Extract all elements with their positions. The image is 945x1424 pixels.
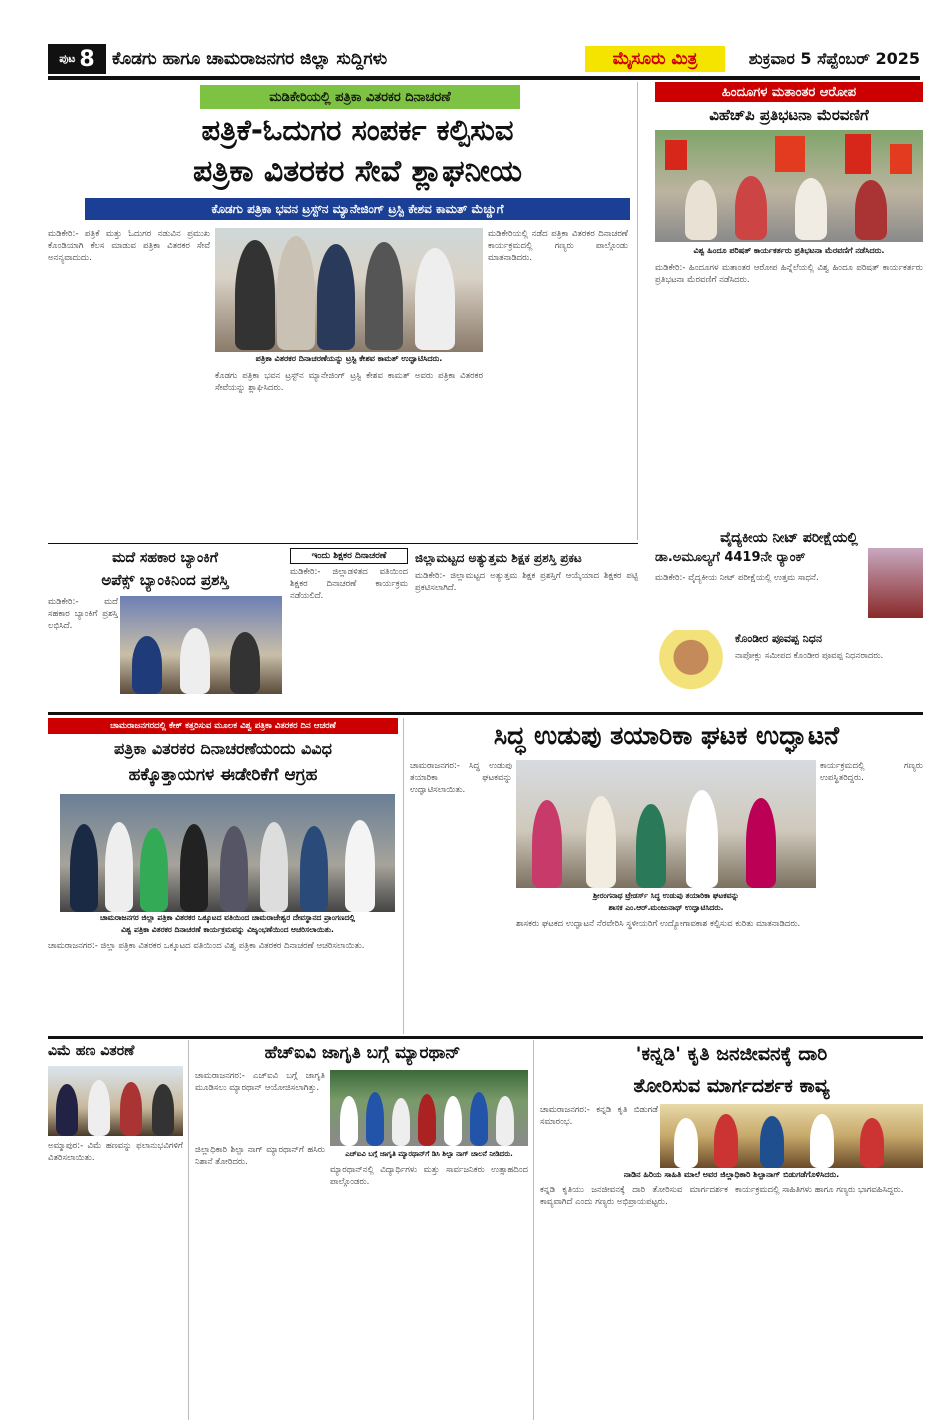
bank-body: ಮಡಿಕೇರಿ:- ಮದೆ ಸಹಕಾರ ಬ್ಯಾಂಕಿಗೆ ಪ್ರಶಸ್ತಿ ಲಭಿಸಿದೆ. xyxy=(48,597,118,632)
column-divider xyxy=(637,82,638,540)
bank-headline-1: ಮದೆ ಸಹಕಾರ ಬ್ಯಾಂಕಿಗೆ xyxy=(112,549,218,566)
newspaper-brand: ಮೈಸೂರು ಮಿತ್ರ xyxy=(585,46,725,72)
lead-column-3: ಮಡಿಕೇರಿಯಲ್ಲಿ ನಡೆದ ಪತ್ರಿಕಾ ವಿತರಕರ ದಿನಾಚರಣೆ ಕಾರ್ಯಕ್ರಮದಲ್ಲಿ ಗಣ್ಯರು ಪಾಲ್ಗೊಂಡು ಮಾತನಾಡಿದರು. xyxy=(488,229,628,264)
garment-column-1: ಚಾಮರಾಜನಗರ:- ಸಿದ್ಧ ಉಡುಪು ತಯಾರಿಕಾ ಘಟಕವನ್ನು ಉದ್ಘಾಟಿಸಲಾಯಿತು. xyxy=(410,761,512,796)
hiv-photo xyxy=(330,1070,528,1146)
insurance-photo xyxy=(48,1066,183,1136)
bank-headline-2: ಅಪೆಕ್ಸ್ ಬ್ಯಾಂಕಿನಿಂದ ಪ್ರಶಸ್ತಿ xyxy=(101,571,229,590)
distributors-photo xyxy=(60,794,395,912)
vhp-body: ಮಡಿಕೇರಿ:- ಹಿಂದೂಗಳ ಮತಾಂತರ ಆರೋಪ ಹಿನ್ನೆಲೆಯಲ್ಲಿ ವಿಶ್ವ ಹಿಂದೂ ಪರಿಷತ್ ಕಾರ್ಯಕರ್ತರು ಪ್ರತಿಭಟನಾ ಮೆರವಣಿಗೆ ನಡೆಸಿದರು. xyxy=(655,263,923,286)
hiv-caption: ಎಚ್‌ಐವಿ ಬಗ್ಗೆ ಜಾಗೃತಿ ಮ್ಯಾರಥಾನ್‌ಗೆ ಡಿಸಿ ಶಿಲ್ಪಾ ನಾಗ್ ಚಾಲನೆ ನೀಡಿದರು. xyxy=(330,1148,528,1160)
neet-headline-2: ಡಾ.ಅಮೂಲ್ಯಗೆ 4419ನೇ ರ‍್ಯಾಂಕ್ xyxy=(655,550,806,566)
distributors-headline-2: ಹಕ್ಕೊತ್ತಾಯಗಳ ಈಡೇರಿಕೆಗೆ ಆಗ್ರಹ xyxy=(128,765,318,786)
obituary-headline: ಕೊಂಡೀರ ಪೂವಪ್ಪ ನಿಧನ xyxy=(735,632,823,646)
best-teacher-headline: ಜಿಲ್ಲಾಮಟ್ಟದ ಅತ್ಯುತ್ತಮ ಶಿಕ್ಷಕ ಪ್ರಶಸ್ತಿ ಪ್ರಕಟ xyxy=(415,550,582,565)
page-number: 8 xyxy=(79,46,95,72)
vhp-photo xyxy=(655,130,923,242)
hiv-column-2: ಮ್ಯಾರಥಾನ್‌ನಲ್ಲಿ ವಿದ್ಯಾರ್ಥಿಗಳು ಮತ್ತು ಸಾರ್ವಜನಿಕರು ಉತ್ಸಾಹದಿಂದ ಪಾಲ್ಗೊಂಡರು. xyxy=(330,1165,528,1188)
best-teacher-body: ಮಡಿಕೇರಿ:- ಜಿಲ್ಲಾಮಟ್ಟದ ಅತ್ಯುತ್ತಮ ಶಿಕ್ಷಕ ಪ್ರಶಸ್ತಿಗೆ ಆಯ್ಕೆಯಾದ ಶಿಕ್ಷಕರ ಪಟ್ಟಿ ಪ್ರಕಟಿಸಲಾಗಿದೆ. xyxy=(415,571,638,594)
hiv-intro: ಚಾಮರಾಜನಗರ:- ಎಚ್‌ಐವಿ ಬಗ್ಗೆ ಜಾಗೃತಿ ಮೂಡಿಸಲು ಮ್ಯಾರಥಾನ್ ಆಯೋಜಿಸಲಾಗಿತ್ತು. xyxy=(195,1071,325,1094)
garment-caption-2: ಶಾಸಕ ಎಂ.ಆರ್.ಮಂಜುನಾಥ್ ಉದ್ಘಾಟಿಸಿದರು. xyxy=(516,902,816,914)
lead-subhead: ಕೊಡಗು ಪತ್ರಿಕಾ ಭವನ ಟ್ರಸ್ಟ್‌ನ ಮ್ಯಾನೇಜಿಂಗ್ ಟ್ರಸ್ಟಿ ಕೇಶವ ಕಾಮತ್ ಮೆಚ್ಚುಗೆ xyxy=(85,198,630,220)
kannadi-photo xyxy=(660,1104,923,1168)
distributors-body: ಚಾಮರಾಜನಗರ:- ಜಿಲ್ಲಾ ಪತ್ರಿಕಾ ವಿತರಕರ ಒಕ್ಕೂಟದ ವತಿಯಿಂದ ವಿಶ್ವ ಪತ್ರಿಕಾ ವಿತರಕರ ದಿನಾಚರಣೆ ಆಚರಿಸಲಾಯಿತು. xyxy=(48,941,365,951)
section-title: ಕೊಡಗು ಹಾಗೂ ಚಾಮರಾಜನಗರ ಜಿಲ್ಲಾ ಸುದ್ದಿಗಳು xyxy=(112,49,388,69)
obituary-photo xyxy=(655,630,727,702)
hiv-column-1: ಜಿಲ್ಲಾಧಿಕಾರಿ ಶಿಲ್ಪಾ ನಾಗ್ ಮ್ಯಾರಥಾನ್‌ಗೆ ಹಸಿರು ನಿಶಾನೆ ತೋರಿದರು. xyxy=(195,1145,325,1168)
section-rule-3 xyxy=(48,1036,923,1039)
insurance-headline: ವಿಮೆ ಹಣ ವಿತರಣೆ xyxy=(48,1042,135,1059)
garment-headline: ಸಿದ್ಧ ಉಡುಪು ತಯಾರಿಕಾ ಘಟಕ ಉದ್ಘಾಟನೆ xyxy=(493,720,840,750)
vhp-caption: ವಿಶ್ವ ಹಿಂದೂ ಪರಿಷತ್ ಕಾರ್ಯಕರ್ತರು ಪ್ರತಿಭಟನಾ ಮೆರವಣಿಗೆ ನಡೆಸಿದರು. xyxy=(655,244,923,258)
kannadi-column-1: ಕನ್ನಡಿ ಕೃತಿಯು ಜನಜೀವನಕ್ಕೆ ದಾರಿ ತೋರಿಸುವ ಮಾರ್ಗದರ್ಶಕ ಕಾವ್ಯವಾಗಿದೆ ಎಂದು ಗಣ್ಯರು ಅಭಿಪ್ರಾಯಪಟ್ಟರು. xyxy=(540,1185,728,1208)
lead-headline-2: ಪತ್ರಿಕಾ ವಿತರಕರ ಸೇವೆ ಶ್ಲಾಘನೀಯ xyxy=(192,154,523,190)
garment-photo xyxy=(516,760,816,888)
column-divider-3 xyxy=(188,1040,189,1420)
lead-headline-1: ಪತ್ರಿಕೆ-ಓದುಗರ ಸಂಪರ್ಕ ಕಲ್ಪಿಸುವ xyxy=(201,112,514,147)
page-number-badge xyxy=(48,44,106,74)
lead-photo xyxy=(215,228,483,352)
issue-date: ಶುಕ್ರವಾರ 5 ಸೆಪ್ಟೆಂಬರ್ 2025 xyxy=(748,49,920,68)
bank-photo xyxy=(120,596,282,694)
garment-caption-1: ಶ್ರೀರಂಗನಾಥ ಟ್ರೇಡರ್ಸ್ ಸಿದ್ಧ ಉಡುಪು ತಯಾರಿಕಾ ಘಟಕವನ್ನು xyxy=(516,890,816,902)
hiv-headline: ಹೆಚ್‌ಐವಿ ಜಾಗೃತಿ ಬಗ್ಗೆ ಮ್ಯಾರಥಾನ್ xyxy=(264,1043,461,1064)
teachers-day-body: ಮಡಿಕೇರಿ:- ಜಿಲ್ಲಾಡಳಿತದ ವತಿಯಿಂದ ಶಿಕ್ಷಕರ ದಿನಾಚರಣೆ ಕಾರ್ಯಕ್ರಮ ನಡೆಯಲಿದೆ. xyxy=(290,567,408,602)
section-rule-2 xyxy=(48,712,923,715)
obituary-body: ನಾಪೋಕ್ಲು ಸಮೀಪದ ಕೊಂಡೀರ ಪೂವಪ್ಪ ನಿಧನರಾದರು. xyxy=(735,651,884,661)
page-prefix: ಪುಟ xyxy=(59,52,76,65)
insurance-body: ಅಮ್ಮಾಪುರ:- ವಿಮೆ ಹಣವನ್ನು ಫಲಾನುಭವಿಗಳಿಗೆ ವಿತರಿಸಲಾಯಿತು. xyxy=(48,1141,183,1164)
garment-column-2: ಶಾಸಕರು ಘಟಕದ ಉದ್ಘಾಟನೆ ನೆರವೇರಿಸಿ ಸ್ಥಳೀಯರಿಗೆ ಉದ್ಯೋಗಾವಕಾಶ ಕಲ್ಪಿಸುವ ಕುರಿತು ಮಾತನಾಡಿದರು. xyxy=(516,919,801,929)
distributors-caption-2: ವಿಶ್ವ ಪತ್ರಿಕಾ ವಿತರಕರ ದಿನಾಚರಣೆ ಕಾರ್ಯಕ್ರಮವನ್ನು ವಿಜೃಂಭಣೆಯಿಂದ ಆಚರಿಸಲಾಯಿತು. xyxy=(60,924,395,936)
vhp-headline: ವಿಹೆಚ್‌ಪಿ ಪ್ರತಿಭಟನಾ ಮೆರವಣಿಗೆ xyxy=(709,106,869,125)
kannadi-column-2: ಕಾರ್ಯಕ್ರಮದಲ್ಲಿ ಸಾಹಿತಿಗಳು ಹಾಗೂ ಗಣ್ಯರು ಭಾಗವಹಿಸಿದ್ದರು. xyxy=(735,1185,904,1195)
lead-kicker: ಮಡಿಕೇರಿಯಲ್ಲಿ ಪತ್ರಿಕಾ ವಿತರಕರ ದಿನಾಚರಣೆ xyxy=(200,85,520,109)
teachers-day-kicker: ಇಂದು ಶಿಕ್ಷಕರ ದಿನಾಚರಣೆ xyxy=(290,548,408,564)
neet-headline-1: ವೈದ್ಯಕೀಯ ನೀಟ್ ಪರೀಕ್ಷೆಯಲ್ಲಿ xyxy=(720,529,858,546)
kannadi-caption: ನಾಡಿನ ಹಿರಿಯ ಸಾಹಿತಿ ಮಾಲೆ ಅವರ ಜಿಲ್ಲಾಧಿಕಾರಿ ಶಿಲ್ಪಾನಾಗ್ ಬಿಡುಗಡೆಗೊಳಿಸಿದರು. xyxy=(540,1168,923,1182)
lead-column-2: ಕೊಡಗು ಪತ್ರಿಕಾ ಭವನ ಟ್ರಸ್ಟ್‌ನ ಮ್ಯಾನೇಜಿಂಗ್ ಟ್ರಸ್ಟಿ ಕೇಶವ ಕಾಮತ್ ಅವರು ಪತ್ರಿಕಾ ವಿತರಕರ ಸೇವೆಯನ್ನು ಶ್ಲಾಘಿಸಿದರು. xyxy=(215,371,483,394)
distributors-kicker: ಚಾಮರಾಜನಗರದಲ್ಲಿ ಕೇಕ್ ಕತ್ತರಿಸುವ ಮೂಲಕ ವಿಶ್ವ ಪತ್ರಿಕಾ ವಿತರಕರ ದಿನ ಆಚರಣೆ xyxy=(48,718,398,734)
lead-photo-caption: ಪತ್ರಿಕಾ ವಿತರಕರ ದಿನಾಚರಣೆಯನ್ನು ಟ್ರಸ್ಟಿ ಕೇಶವ ಕಾಮತ್ ಉದ್ಘಾಟಿಸಿದರು. xyxy=(215,352,483,366)
column-divider-2 xyxy=(403,718,404,1034)
distributors-headline-1: ಪತ್ರಿಕಾ ವಿತರಕರ ದಿನಾಚರಣೆಯಂದು ವಿವಿಧ xyxy=(114,738,332,758)
distributors-caption-1: ಚಾಮರಾಜನಗರ ಜಿಲ್ಲಾ ಪತ್ರಿಕಾ ವಿತರಕರ ಒಕ್ಕೂಟದ ವತಿಯಿಂದ ಚಾಮರಾಜೇಶ್ವರ ದೇವಸ್ಥಾನದ ಪ್ರಾಂಗಣದಲ್ಲಿ xyxy=(60,912,395,924)
neet-student-photo xyxy=(868,548,923,618)
column-divider-4 xyxy=(533,1040,534,1420)
kannadi-intro: ಚಾಮರಾಜನಗರ:- ಕನ್ನಡಿ ಕೃತಿ ಬಿಡುಗಡೆ ಸಮಾರಂಭ. xyxy=(540,1105,658,1128)
masthead-rule xyxy=(48,76,920,80)
garment-column-3: ಕಾರ್ಯಕ್ರಮದಲ್ಲಿ ಗಣ್ಯರು ಉಪಸ್ಥಿತರಿದ್ದರು. xyxy=(820,761,923,784)
kannadi-headline-1: 'ಕನ್ನಡಿ' ಕೃತಿ ಜನಜೀವನಕ್ಕೆ ದಾರಿ xyxy=(635,1043,828,1066)
section-rule xyxy=(48,543,638,544)
neet-body: ಮಡಿಕೇರಿ:- ವೈದ್ಯಕೀಯ ನೀಟ್ ಪರೀಕ್ಷೆಯಲ್ಲಿ ಉತ್ತಮ ಸಾಧನೆ. xyxy=(655,573,819,583)
kannadi-headline-2: ತೋರಿಸುವ ಮಾರ್ಗದರ್ಶಕ ಕಾವ್ಯ xyxy=(633,1075,830,1098)
lead-column-1: ಮಡಿಕೇರಿ:- ಪತ್ರಿಕೆ ಮತ್ತು ಓದುಗರ ನಡುವಿನ ಪ್ರಮುಖ ಕೊಂಡಿಯಾಗಿ ಕೆಲಸ ಮಾಡುವ ಪತ್ರಿಕಾ ವಿತರಕರ ಸೇವೆ ಅನನ್ಯವಾದುದು. xyxy=(48,229,210,264)
vhp-kicker: ಹಿಂದೂಗಳ ಮತಾಂತರ ಆರೋಪ xyxy=(655,82,923,102)
